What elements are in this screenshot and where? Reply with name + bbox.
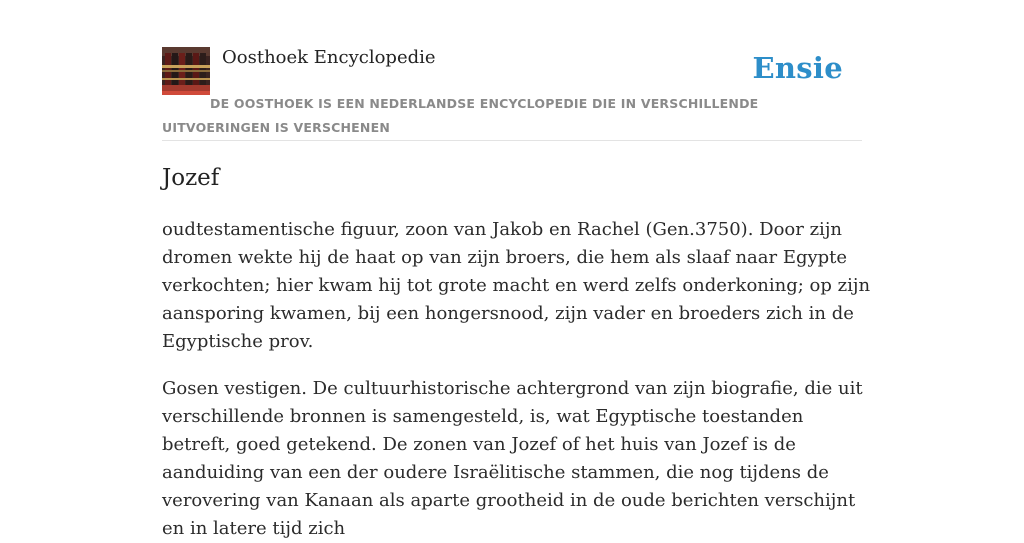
article-paragraph: Gosen vestigen. De cultuurhistorische achtergrond van zijn biografie, die uit verschillende bronnen is samengesteld, is, wat Egyptische toestanden betreft, goed getekend. De zonen van Jozef of het huis van Jozef is de aanduiding van een der oudere Israëlitische stammen, die nog tijdens de verovering van Kanaan als aparte grootheid in de oude berichten verschijnt en in latere tijd zich [162,378,863,539]
source-tagline: DE OOSTHOEK IS EEN NEDERLANDSE ENCYCLOPEDIE DIE IN VERSCHILLENDE UITVOERINGEN IS VERSCHENEN [162,96,759,135]
ensie-logo-link[interactable]: Ensie [752,51,843,85]
site-header [162,44,862,141]
article [162,161,872,543]
entry-title: Jozef [162,165,220,191]
source-avatar[interactable] [162,47,210,95]
source-title-link[interactable]: Oosthoek Encyclopedie [222,47,436,68]
book-spines-icon [162,47,210,95]
article-paragraph: oudtestamentische figuur, zoon van Jakob en Rachel (Gen.3750). Door zijn dromen wekte hij de haat op van zijn broers, die hem als slaaf naar Egypte verkochten; hier kwam hij tot grote macht en werd zelfs onderkoning; op zijn aansporing kwamen, bij een hongersnood, zijn vader en broeders zich in de Egyptische prov. [162,219,871,352]
